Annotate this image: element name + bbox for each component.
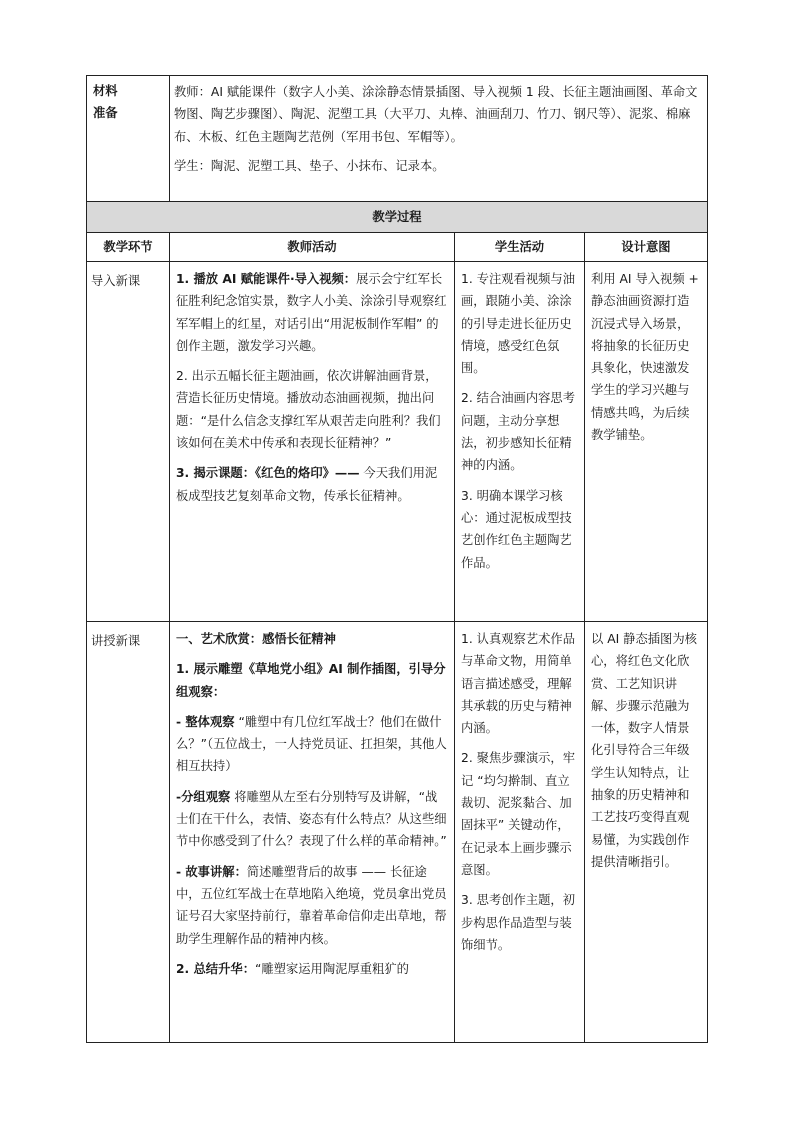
teacher-step-text: 展示会宁红军长征胜利纪念馆实景，数字人小美、涂涂引导观察红军军帽上的红星，对话引出“用泥板制作军帽” 的创作主题，激发学习兴趣。 xyxy=(176,272,447,353)
stage-cell: 讲授新课 xyxy=(87,622,170,1043)
teacher-step xyxy=(176,861,448,950)
teacher-step xyxy=(176,628,448,650)
teacher-step-text: 简述雕塑背后的故事 —— 长征途中，五位红军战士在草地陷入绝境，党员拿出党员证号召大家坚持前行，靠着革命信仰走出草地，帮助学生理解作品的精神内核。 xyxy=(176,864,447,946)
process-header-row xyxy=(87,202,708,233)
column-header-teacher: 教师活动 xyxy=(170,233,455,262)
table-row xyxy=(87,622,708,1043)
teacher-step xyxy=(176,658,448,703)
teacher-materials xyxy=(174,81,699,148)
teacher-step xyxy=(176,462,448,507)
teacher-step-bold: 1. 展示雕塑《草地党小组》AI 制作插图，引导分组观察： xyxy=(176,662,446,699)
teacher-step-text: 2. 出示五幅长征主题油画，依次讲解油画背景，营造长征历史情境。播放动态油画视频，抛出问题：“是什么信念支撑红军从艰苦走向胜利？我们该如何在美术中传承和表现长征精神？” xyxy=(176,369,441,451)
teacher-step-bold: 3. 揭示课题：《红色的烙印》—— xyxy=(176,466,360,481)
student-materials: 学生：陶泥、泥塑工具、垫子、小抹布、记录本。 xyxy=(174,158,445,173)
column-header-intent: 设计意图 xyxy=(585,233,708,262)
teacher-materials-label: 教师： xyxy=(174,85,211,99)
teacher-activity-cell xyxy=(170,622,455,1043)
teacher-step-text: “雕塑家运用陶泥厚重粗犷的 xyxy=(255,961,409,976)
teacher-step-bold: 1. 播放 AI 赋能课件·导入视频： xyxy=(176,272,357,286)
student-step: 3. 思考创作主题，初步构思作品造型与装饰细节。 xyxy=(461,893,576,952)
lesson-plan-table xyxy=(86,75,708,1043)
teacher-step-bold: - 整体观察 xyxy=(176,714,235,729)
student-activity-cell xyxy=(455,262,585,622)
materials-label-line1: 材料 xyxy=(93,84,118,98)
teacher-step-text: “雕塑中有几位红军战士？他们在做什么？”（五位战士，一人持党员证、扛担架，其他人相互扶持） xyxy=(176,714,447,774)
teacher-step-text: 将雕塑从左至右分别特写及讲解，“战士们在干什么，表情、姿态有什么特点？从这些细节中你感受到了什么？表现了什么样的革命精神。” xyxy=(176,789,447,849)
teacher-step xyxy=(176,711,448,778)
teacher-step-bold: - 故事讲解： xyxy=(176,864,247,879)
design-intent-cell: 以 AI 静态插图为核心，将红色文化欣赏、工艺知识讲解、步骤示范融为一体，数字人情景化引导符合三年级学生认知特点，让抽象的历史精神和工艺技巧变得直观易懂，为实践创作提供清晰指引。 xyxy=(585,622,708,1043)
materials-label-line2: 准备 xyxy=(93,106,118,120)
teacher-step-bold: 2. 总结升华： xyxy=(176,961,255,976)
teacher-step xyxy=(176,958,448,980)
teacher-step xyxy=(176,365,448,454)
stage-cell: 导入新课 xyxy=(87,262,170,622)
student-step: 2. 结合油画内容思考问题，主动分享想法，初步感知长征精神的内涵。 xyxy=(461,391,576,473)
process-title: 教学过程 xyxy=(87,202,708,233)
teacher-step xyxy=(176,786,448,853)
column-header-student: 学生活动 xyxy=(455,233,585,262)
student-step: 1. 专注观看视频与油画，跟随小美、涂涂的引导走进长征历史情境，感受红色氛围。 xyxy=(461,272,576,376)
table-row xyxy=(87,262,708,622)
column-header-row xyxy=(87,233,708,262)
teacher-activity-cell xyxy=(170,262,455,622)
student-step: 1. 认真观察艺术作品与革命文物，用简单语言描述感受，理解其承载的历史与精神内涵。 xyxy=(461,632,576,736)
materials-row xyxy=(87,76,708,202)
teacher-step xyxy=(176,268,448,357)
materials-content xyxy=(170,76,708,202)
materials-label xyxy=(87,76,170,202)
student-step: 3. 明确本课学习核心：通过泥板成型技艺创作红色主题陶艺作品。 xyxy=(461,488,572,570)
student-step: 2. 聚焦步骤演示，牢记 “均匀擀制、直立裁切、泥浆黏合、加固抹平” 关键动作，在记录本上画步骤示意图。 xyxy=(461,751,576,877)
teacher-step-bold: -分组观察 xyxy=(176,789,231,804)
column-header-stage: 教学环节 xyxy=(87,233,170,262)
teacher-step-text: 今天我们用泥板成型技艺复刻革命文物，传承长征精神。 xyxy=(176,466,438,503)
student-activity-cell xyxy=(455,622,585,1043)
design-intent-cell: 利用 AI 导入视频 + 静态油画资源打造沉浸式导入场景，将抽象的长征历史具象化，快速激发学生的学习兴趣与情感共鸣，为后续教学铺垫。 xyxy=(585,262,708,622)
teacher-step-bold: 一、艺术欣赏：感悟长征精神 xyxy=(176,632,336,646)
teacher-materials-text: AI 赋能课件（数字人小美、涂涂静态情景插图、导入视频 1 段、长征主题油画图、革命文物图、陶艺步骤图）、陶泥、泥塑工具（大平刀、丸棒、油画刮刀、竹刀、钢尺等）、泥浆、棉麻布、木板、红色主题陶艺范例（军用书包、军帽等）。 xyxy=(174,85,698,144)
